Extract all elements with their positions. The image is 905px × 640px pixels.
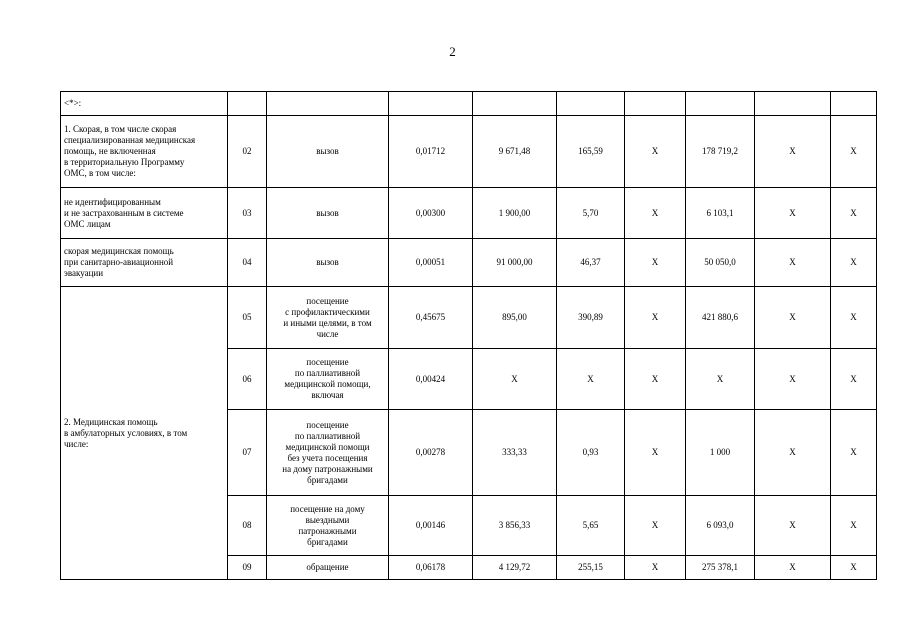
table-cell: X (831, 496, 877, 556)
row-unit: посещение по паллиативной медицинской помощи, включая (267, 349, 389, 410)
table-cell: X (755, 556, 831, 580)
row-unit: вызов (267, 188, 389, 239)
table-cell: 0,00424 (389, 349, 473, 410)
table-cell: 165,59 (557, 116, 625, 188)
row-unit: посещение с профилактическими и иными целями, в том числе (267, 287, 389, 349)
table-cell: 1 000 (686, 410, 755, 496)
table-cell: 46,37 (557, 239, 625, 287)
table-cell: X (625, 556, 686, 580)
table-cell (389, 92, 473, 116)
table-cell: 178 719,2 (686, 116, 755, 188)
table-row (61, 92, 877, 116)
table-row (61, 287, 877, 349)
table-cell: X (625, 188, 686, 239)
table-cell: 421 880,6 (686, 287, 755, 349)
group-name: 2. Медицинская помощь в амбулаторных условиях, в том числе: (61, 287, 228, 580)
table-cell: X (625, 410, 686, 496)
row-code: 04 (228, 239, 267, 287)
table-cell: 0,00146 (389, 496, 473, 556)
table-cell: X (755, 188, 831, 239)
table-cell: X (755, 410, 831, 496)
table-cell: X (755, 496, 831, 556)
table-cell: 0,00300 (389, 188, 473, 239)
table-cell: X (625, 496, 686, 556)
row-unit: вызов (267, 239, 389, 287)
table-cell (473, 92, 557, 116)
table-cell (228, 92, 267, 116)
table-cell: X (473, 349, 557, 410)
table-cell: X (557, 349, 625, 410)
table-cell: 0,00051 (389, 239, 473, 287)
row-name: не идентифицированным и не застрахованным в системе ОМС лицам (61, 188, 228, 239)
table-cell (755, 92, 831, 116)
row-code: 06 (228, 349, 267, 410)
table-cell (831, 92, 877, 116)
table-cell: 390,89 (557, 287, 625, 349)
table-row (61, 239, 877, 287)
table-cell: 50 050,0 (686, 239, 755, 287)
table-cell: X (755, 239, 831, 287)
table-cell: 0,93 (557, 410, 625, 496)
table-cell (557, 92, 625, 116)
table-cell: 0,06178 (389, 556, 473, 580)
table-cell: X (831, 410, 877, 496)
row-code: 02 (228, 116, 267, 188)
row-unit: обращение (267, 556, 389, 580)
table-cell: X (686, 349, 755, 410)
table-cell: X (755, 349, 831, 410)
table-cell: X (831, 556, 877, 580)
table-cell: 5,65 (557, 496, 625, 556)
table-cell: 4 129,72 (473, 556, 557, 580)
table-cell: X (831, 349, 877, 410)
table-cell: 1 900,00 (473, 188, 557, 239)
table-cell: 0,01712 (389, 116, 473, 188)
table-cell: X (755, 116, 831, 188)
table-cell: 895,00 (473, 287, 557, 349)
table-cell: X (625, 287, 686, 349)
table-cell: X (831, 287, 877, 349)
row-name: скорая медицинская помощь при санитарно-авиационной эвакуации (61, 239, 228, 287)
table-cell: 255,15 (557, 556, 625, 580)
table-cell: 6 093,0 (686, 496, 755, 556)
row-code: 07 (228, 410, 267, 496)
table-cell (686, 92, 755, 116)
row-code: 05 (228, 287, 267, 349)
data-table (60, 91, 877, 580)
row-name: 1. Скорая, в том числе скорая специализированная медицинская помощь, не включенная в территориальную Программу ОМС, в том числе: (61, 116, 228, 188)
row-unit: посещение на дому выездными патронажными бригадами (267, 496, 389, 556)
table-cell: 6 103,1 (686, 188, 755, 239)
table-cell: 91 000,00 (473, 239, 557, 287)
table-cell: 0,00278 (389, 410, 473, 496)
table-cell: X (625, 116, 686, 188)
table-cell: 9 671,48 (473, 116, 557, 188)
table-row (61, 188, 877, 239)
table-cell: 3 856,33 (473, 496, 557, 556)
table-cell: 333,33 (473, 410, 557, 496)
row-unit: вызов (267, 116, 389, 188)
row-code: 03 (228, 188, 267, 239)
table-cell: X (755, 287, 831, 349)
table-cell (625, 92, 686, 116)
table-cell (267, 92, 389, 116)
table-cell: X (625, 349, 686, 410)
row-unit: посещение по паллиативной медицинской помощи без учета посещения на дому патронажными бригадами (267, 410, 389, 496)
table-row (61, 116, 877, 188)
row-code: 09 (228, 556, 267, 580)
table-cell: X (625, 239, 686, 287)
table-cell: 275 378,1 (686, 556, 755, 580)
table-cell: X (831, 116, 877, 188)
page-number: 2 (449, 44, 456, 59)
table-cell: 5,70 (557, 188, 625, 239)
table-cell: <*>: (61, 92, 228, 116)
table-cell: X (831, 239, 877, 287)
table-cell: 0,45675 (389, 287, 473, 349)
row-code: 08 (228, 496, 267, 556)
table-cell: X (831, 188, 877, 239)
